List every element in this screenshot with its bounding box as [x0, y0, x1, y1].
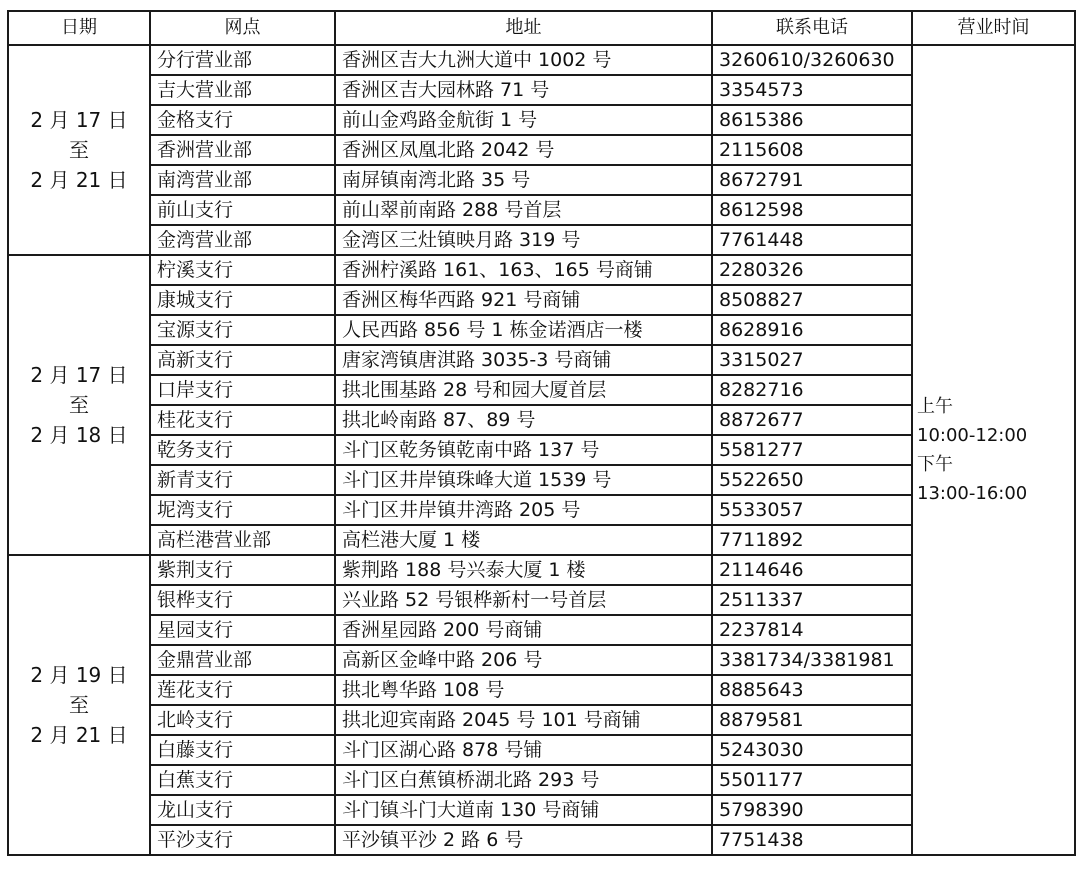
phone-cell: 3354573 — [712, 75, 912, 105]
branch-name-cell: 金格支行 — [150, 105, 335, 135]
phone-cell: 2114646 — [712, 555, 912, 585]
branch-name-cell: 新青支行 — [150, 465, 335, 495]
branch-name-cell: 莲花支行 — [150, 675, 335, 705]
phone-cell: 5533057 — [712, 495, 912, 525]
date-range-to: 2 月 21 日 — [30, 168, 128, 192]
address-cell: 拱北岭南路 87、89 号 — [335, 405, 712, 435]
phone-cell: 8672791 — [712, 165, 912, 195]
address-cell: 兴业路 52 号银桦新村一号首层 — [335, 585, 712, 615]
address-cell: 前山金鸡路金航街 1 号 — [335, 105, 712, 135]
address-cell: 香洲区吉大九洲大道中 1002 号 — [335, 45, 712, 75]
header-hours: 营业时间 — [912, 11, 1075, 45]
header-address: 地址 — [335, 11, 712, 45]
hours-am-time: 10:00-12:00 — [917, 425, 1028, 446]
date-range-from: 2 月 19 日 — [30, 663, 128, 687]
branch-name-cell: 乾务支行 — [150, 435, 335, 465]
branch-name-cell: 南湾营业部 — [150, 165, 335, 195]
date-range-cell — [8, 555, 150, 855]
phone-cell: 5501177 — [712, 765, 912, 795]
branch-name-cell: 康城支行 — [150, 285, 335, 315]
header-row — [8, 11, 1075, 45]
branch-name-cell: 前山支行 — [150, 195, 335, 225]
address-cell: 香洲柠溪路 161、163、165 号商铺 — [335, 255, 712, 285]
branch-name-cell: 柠溪支行 — [150, 255, 335, 285]
phone-cell: 3315027 — [712, 345, 912, 375]
branch-name-cell: 金湾营业部 — [150, 225, 335, 255]
address-cell: 香洲星园路 200 号商铺 — [335, 615, 712, 645]
date-range-sep: 至 — [69, 393, 89, 417]
date-range-sep: 至 — [69, 693, 89, 717]
date-range-from: 2 月 17 日 — [30, 108, 128, 132]
branch-name-cell: 白藤支行 — [150, 735, 335, 765]
phone-cell: 3260610/3260630 — [712, 45, 912, 75]
address-cell: 斗门区湖心路 878 号铺 — [335, 735, 712, 765]
branch-name-cell: 分行营业部 — [150, 45, 335, 75]
table-body — [8, 45, 1075, 855]
address-cell: 斗门区井岸镇珠峰大道 1539 号 — [335, 465, 712, 495]
branch-name-cell: 星园支行 — [150, 615, 335, 645]
branch-name-cell: 宝源支行 — [150, 315, 335, 345]
date-range-from: 2 月 17 日 — [30, 363, 128, 387]
branch-name-cell: 龙山支行 — [150, 795, 335, 825]
branch-name-cell: 坭湾支行 — [150, 495, 335, 525]
date-range-cell — [8, 255, 150, 555]
branch-name-cell: 高栏港营业部 — [150, 525, 335, 555]
phone-cell: 8885643 — [712, 675, 912, 705]
phone-cell: 5798390 — [712, 795, 912, 825]
branch-name-cell: 口岸支行 — [150, 375, 335, 405]
branch-name-cell: 桂花支行 — [150, 405, 335, 435]
address-cell: 斗门镇斗门大道南 130 号商铺 — [335, 795, 712, 825]
table-row — [8, 45, 1075, 75]
phone-cell: 5243030 — [712, 735, 912, 765]
phone-cell: 5522650 — [712, 465, 912, 495]
hours-am-label: 上午 — [917, 396, 953, 417]
address-cell: 高新区金峰中路 206 号 — [335, 645, 712, 675]
phone-cell: 8628916 — [712, 315, 912, 345]
address-cell: 拱北迎宾南路 2045 号 101 号商铺 — [335, 705, 712, 735]
phone-cell: 3381734/3381981 — [712, 645, 912, 675]
address-cell: 唐家湾镇唐淇路 3035-3 号商铺 — [335, 345, 712, 375]
address-cell: 香洲区凤凰北路 2042 号 — [335, 135, 712, 165]
branch-hours-table — [7, 10, 1076, 856]
phone-cell: 7761448 — [712, 225, 912, 255]
address-cell: 斗门区乾务镇乾南中路 137 号 — [335, 435, 712, 465]
phone-cell: 8615386 — [712, 105, 912, 135]
date-range-cell — [8, 45, 150, 255]
address-cell: 紫荆路 188 号兴泰大厦 1 楼 — [335, 555, 712, 585]
address-cell: 平沙镇平沙 2 路 6 号 — [335, 825, 712, 855]
hours-pm-label: 下午 — [917, 454, 953, 475]
phone-cell: 2511337 — [712, 585, 912, 615]
address-cell: 金湾区三灶镇映月路 319 号 — [335, 225, 712, 255]
address-cell: 拱北粤华路 108 号 — [335, 675, 712, 705]
branch-name-cell: 平沙支行 — [150, 825, 335, 855]
phone-cell: 8612598 — [712, 195, 912, 225]
address-cell: 斗门区井岸镇井湾路 205 号 — [335, 495, 712, 525]
phone-cell: 8879581 — [712, 705, 912, 735]
branch-name-cell: 香洲营业部 — [150, 135, 335, 165]
branch-name-cell: 白蕉支行 — [150, 765, 335, 795]
phone-cell: 2115608 — [712, 135, 912, 165]
address-cell: 高栏港大厦 1 楼 — [335, 525, 712, 555]
phone-cell: 8282716 — [712, 375, 912, 405]
phone-cell: 2237814 — [712, 615, 912, 645]
branch-name-cell: 吉大营业部 — [150, 75, 335, 105]
phone-cell: 2280326 — [712, 255, 912, 285]
address-cell: 人民西路 856 号 1 栋金诺酒店一楼 — [335, 315, 712, 345]
address-cell: 斗门区白蕉镇桥湖北路 293 号 — [335, 765, 712, 795]
phone-cell: 8508827 — [712, 285, 912, 315]
date-range-to: 2 月 21 日 — [30, 723, 128, 747]
header-branch: 网点 — [150, 11, 335, 45]
branch-name-cell: 北岭支行 — [150, 705, 335, 735]
business-hours-cell — [912, 45, 1075, 855]
address-cell: 香洲区梅华西路 921 号商铺 — [335, 285, 712, 315]
header-date: 日期 — [8, 11, 150, 45]
address-cell: 南屏镇南湾北路 35 号 — [335, 165, 712, 195]
date-range-to: 2 月 18 日 — [30, 423, 128, 447]
branch-name-cell: 紫荆支行 — [150, 555, 335, 585]
address-cell: 前山翠前南路 288 号首层 — [335, 195, 712, 225]
branch-name-cell: 高新支行 — [150, 345, 335, 375]
phone-cell: 7751438 — [712, 825, 912, 855]
phone-cell: 8872677 — [712, 405, 912, 435]
header-phone: 联系电话 — [712, 11, 912, 45]
date-range-sep: 至 — [69, 138, 89, 162]
branch-name-cell: 银桦支行 — [150, 585, 335, 615]
branch-name-cell: 金鼎营业部 — [150, 645, 335, 675]
phone-cell: 7711892 — [712, 525, 912, 555]
address-cell: 香洲区吉大园林路 71 号 — [335, 75, 712, 105]
hours-pm-time: 13:00-16:00 — [917, 483, 1028, 504]
address-cell: 拱北围基路 28 号和园大厦首层 — [335, 375, 712, 405]
phone-cell: 5581277 — [712, 435, 912, 465]
